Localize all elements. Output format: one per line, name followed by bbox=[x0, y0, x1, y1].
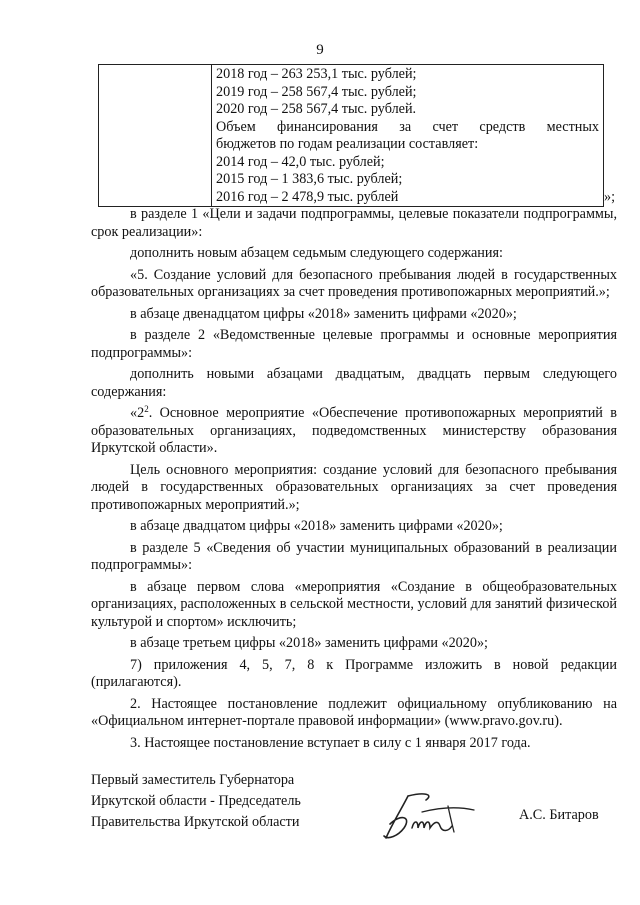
paragraph-text: «2 bbox=[130, 405, 145, 421]
signer-name: А.С. Битаров bbox=[519, 807, 599, 823]
paragraph: 7) приложения 4, 5, 7, 8 к Программе изложить в новой редакции (прилагаются). bbox=[91, 656, 617, 690]
table-closing-quote: »; bbox=[604, 189, 616, 205]
funding-line: бюджетов по годам реализации составляет: bbox=[216, 136, 479, 152]
handwritten-signature bbox=[378, 790, 488, 848]
paragraph: дополнить новыми абзацами двадцатым, двадцать первым следующего содержания: bbox=[91, 366, 617, 400]
paragraph: в разделе 5 «Сведения об участии муниципальных образований в реализации подпрограммы»: bbox=[91, 539, 617, 573]
paragraph: в разделе 2 «Ведомственные целевые программы и основные мероприятия подпрограммы»: bbox=[91, 327, 617, 361]
funding-line: 2015 год – 1 383,6 тыс. рублей; bbox=[216, 171, 403, 187]
paragraph: 2. Настоящее постановление подлежит официальному опубликованию на «Официальном интернет-портале правовой информации» (www.pravo.gov.ru). bbox=[91, 695, 617, 729]
table-empty-cell bbox=[99, 65, 212, 207]
signatory-title bbox=[91, 770, 301, 833]
paragraph: в разделе 1 «Цели и задачи подпрограммы, целевые показатели подпрограммы, срок реализации»: bbox=[91, 206, 617, 240]
funding-line: Объем финансирования за счет средств местных bbox=[216, 118, 599, 135]
paragraph: в абзаце двадцатом цифры «2018» заменить цифрами «2020»; bbox=[130, 518, 503, 534]
funding-table bbox=[98, 64, 604, 207]
paragraph: в абзаце третьем цифры «2018» заменить цифрами «2020»; bbox=[130, 635, 488, 651]
paragraph bbox=[91, 405, 617, 458]
paragraph: Цель основного мероприятия: создание условий для безопасного пребывания людей в государственных образовательных организациях за счет проведения противопожарных мероприятий.»; bbox=[91, 461, 617, 513]
table-funding-cell bbox=[212, 65, 604, 207]
superscript: 2 bbox=[144, 404, 149, 414]
paragraph: в абзаце первом слова «мероприятия «Создание в общеобразовательных организациях, расположенных в сельской местности, условий для занятий физической культурой и спортом» исключить; bbox=[91, 578, 617, 630]
paragraph-text: . Основное мероприятие «Обеспечение противопожарных мероприятий в образовательных организациях, подведомственных министерству образования Иркутской области». bbox=[91, 405, 617, 456]
signatory-title-line: Первый заместитель Губернатора bbox=[91, 772, 295, 788]
document-body bbox=[91, 206, 617, 752]
paragraph: 3. Настоящее постановление вступает в силу с 1 января 2017 года. bbox=[130, 734, 531, 751]
funding-line: 2018 год – 263 253,1 тыс. рублей; bbox=[216, 66, 417, 82]
signatory-title-line: Правительства Иркутской области bbox=[91, 814, 300, 830]
signatory-title-line: Иркутской области - Председатель bbox=[91, 793, 301, 809]
paragraph: в абзаце двенадцатом цифры «2018» заменить цифрами «2020»; bbox=[130, 305, 517, 322]
funding-line: 2020 год – 258 567,4 тыс. рублей. bbox=[216, 101, 417, 117]
funding-line: 2014 год – 42,0 тыс. рублей; bbox=[216, 153, 385, 170]
funding-line: 2019 год – 258 567,4 тыс. рублей; bbox=[216, 83, 417, 100]
funding-line: 2016 год – 2 478,9 тыс. рублей bbox=[216, 188, 399, 205]
page-number: 9 bbox=[316, 42, 324, 58]
paragraph: «5. Создание условий для безопасного пребывания людей в государственных образовательных организациях за счет проведения противопожарных мероприятий.»; bbox=[91, 266, 617, 300]
paragraph: дополнить новым абзацем седьмым следующего содержания: bbox=[130, 245, 503, 261]
